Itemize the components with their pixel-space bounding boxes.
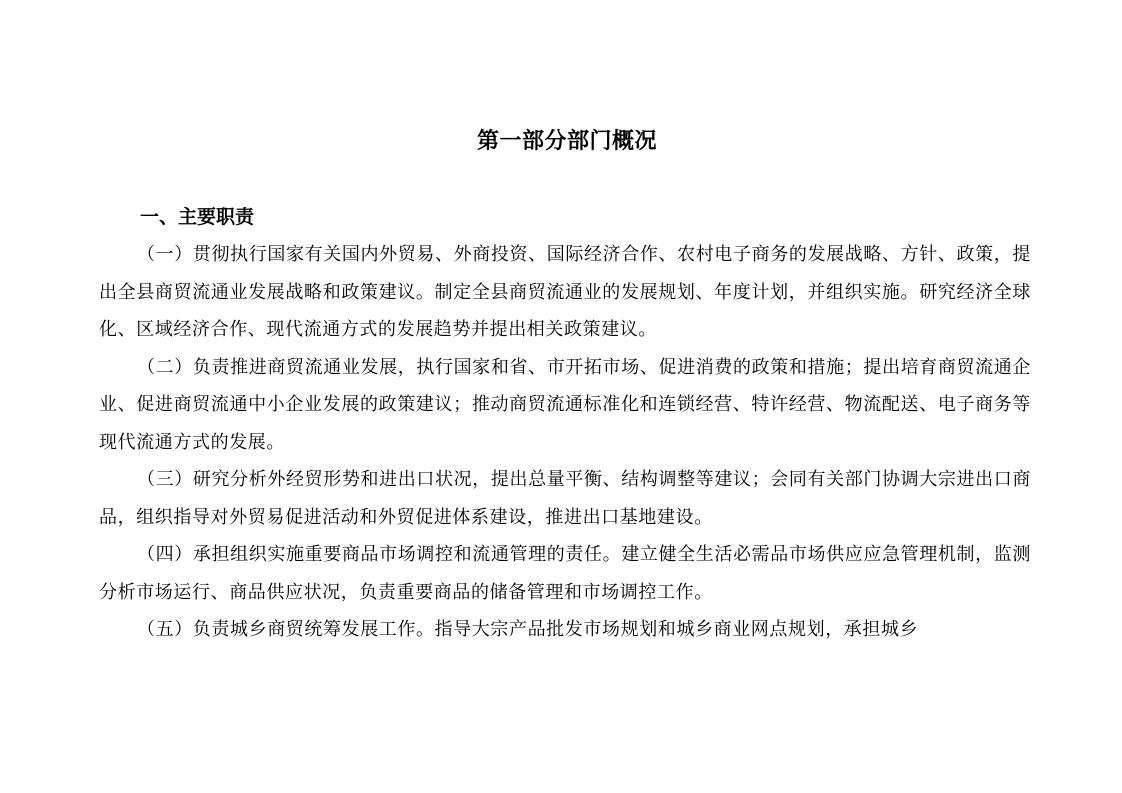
- document-body: [99, 236, 1031, 649]
- document-title: 第一部分部门概况: [476, 129, 657, 154]
- paragraph-2: （二）负责推进商贸流通业发展，执行国家和省、市开拓市场、促进消费的政策和措施；提出培育商贸流通企业、促进商贸流通中小企业发展的政策建议；推动商贸流通标准化和连锁经营、特许经营、物流配送、电子商务等现代流通方式的发展。: [99, 356, 1031, 453]
- paragraph-4: （四）承担组织实施重要商品市场调控和流通管理的责任。建立健全生活必需品市场供应应急管理机制，监测分析市场运行、商品供应状况，负责重要商品的储备管理和市场调控工作。: [99, 544, 1031, 603]
- paragraph-5: （五）负责城乡商贸统筹发展工作。指导大宗产品批发市场规划和城乡商业网点规划，承担城乡: [137, 619, 919, 640]
- section-heading: 一、主要职责: [140, 206, 255, 228]
- paragraph-3: （三）研究分析外经贸形势和进出口状况，提出总量平衡、结构调整等建议；会同有关部门协调大宗进出口商品，组织指导对外贸易促进活动和外贸促进体系建设，推进出口基地建设。: [99, 469, 1031, 528]
- paragraph-1: （一）贯彻执行国家有关国内外贸易、外商投资、国际经济合作、农村电子商务的发展战略、方针、政策，提出全县商贸流通业发展战略和政策建议。制定全县商贸流通业的发展规划、年度计划，并组织实施。研究经济全球化、区域经济合作、现代流通方式的发展趋势并提出相关政策建议。: [99, 244, 1031, 340]
